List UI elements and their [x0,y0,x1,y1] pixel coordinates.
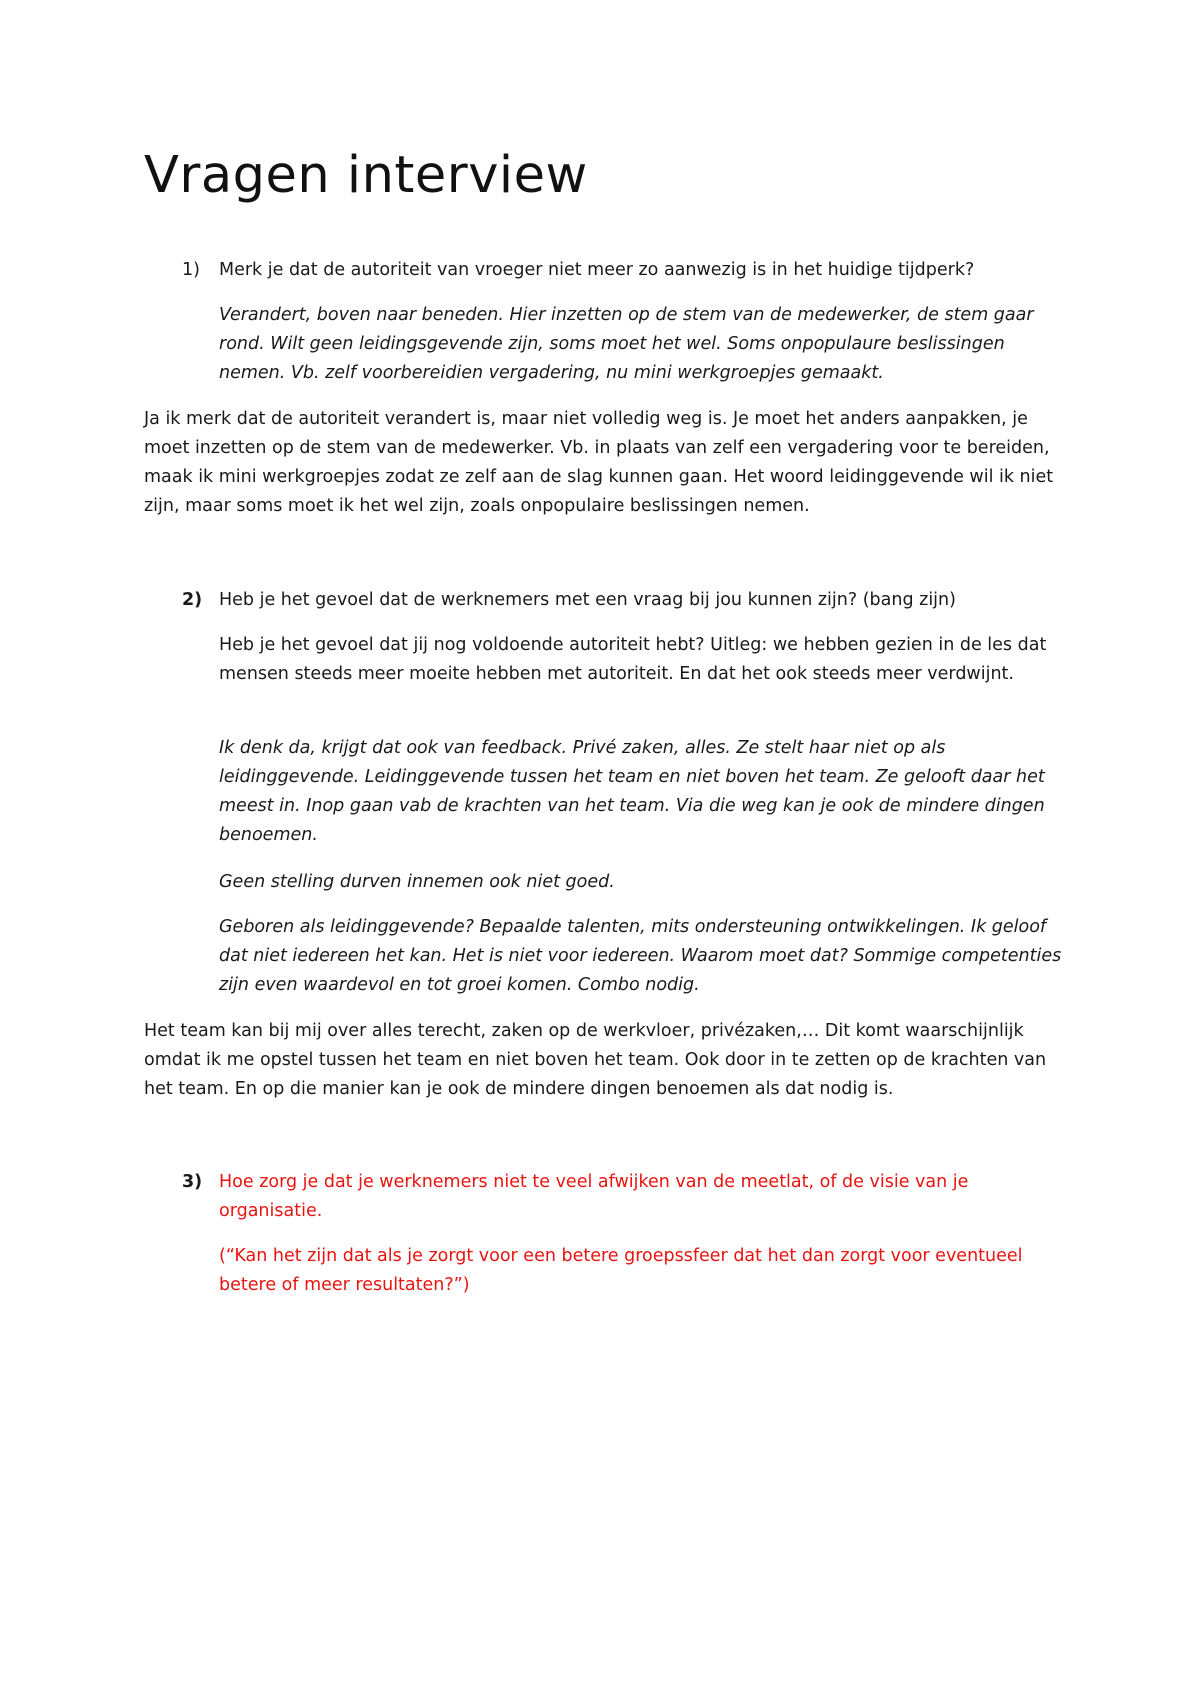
question-2-followup: Heb je het gevoel dat jij nog voldoende autoriteit hebt? Uitleg: we hebben gezien in de les dat mensen steeds meer moeite hebben met autoriteit. En dat het ook steeds meer verdwijnt. [219,635,1047,684]
question-2-notes-1: Ik denk da, krijgt dat ook van feedback. Privé zaken, alles. Ze stelt haar niet op als leidinggevende. Leidinggevende tussen het team en niet boven het team. Ze gelooft daar het meest in. Inop gaan vab de krachten van het team. Via die weg kan je ook de mindere dingen benoemen. [219,738,1045,845]
question-1-number: 1) [182,260,200,280]
question-1-notes: Verandert, boven naar beneden. Hier inzetten op de stem van de medewerker, de stem gaar rond. Wilt geen leidingsgevende zijn, soms moet het wel. Soms onpopulaure beslissingen nemen. Vb. zelf voorbereidien vergadering, nu mini werkgroepjes gemaakt. [219,305,1034,383]
question-2-text: Heb je het gevoel dat de werknemers met een vraag bij jou kunnen zijn? (bang zijn) [219,590,956,610]
question-2-notes-2: Geen stelling durven innemen ook niet goed. [219,872,615,892]
question-3-number: 3) [182,1172,203,1192]
question-1-answer: Ja ik merk dat de autoriteit verandert is, maar niet volledig weg is. Je moet het anders aanpakken, je moet inzetten op de stem van de medewerker. Vb. in plaats van zelf een vergadering voor te bereiden, maak ik mini werkgroepjes zodat ze zelf aan de slag kunnen gaan. Het woord leidinggevende wil ik niet zijn, maar soms moet ik het wel zijn, zoals onpopulaire beslissingen nemen. [144,409,1054,516]
question-3-text: Hoe zorg je dat je werknemers niet te veel afwijken van de meetlat, of de visie van je organisatie. [219,1172,969,1221]
question-1-text: Merk je dat de autoriteit van vroeger niet meer zo aanwezig is in het huidige tijdperk? [219,260,975,280]
question-3-followup: (“Kan het zijn dat als je zorgt voor een betere groepssfeer dat het dan zorgt voor eventueel betere of meer resultaten?”) [219,1246,1023,1295]
question-2-answer: Het team kan bij mij over alles terecht, zaken op de werkvloer, privézaken,… Dit komt waarschijnlijk omdat ik me opstel tussen het team en niet boven het team. Ook door in te zetten op de krachten van het team. En op die manier kan je ook de mindere dingen benoemen als dat nodig is. [144,1021,1047,1099]
question-2-number: 2) [182,590,203,610]
question-2-notes-3: Geboren als leidinggevende? Bepaalde talenten, mits ondersteuning ontwikkelingen. Ik geloof dat niet iedereen het kan. Het is niet voor iedereen. Waarom moet dat? Sommige competenties zijn even waardevol en tot groei komen. Combo nodig. [219,917,1062,995]
page-title: Vragen interview [144,146,588,205]
